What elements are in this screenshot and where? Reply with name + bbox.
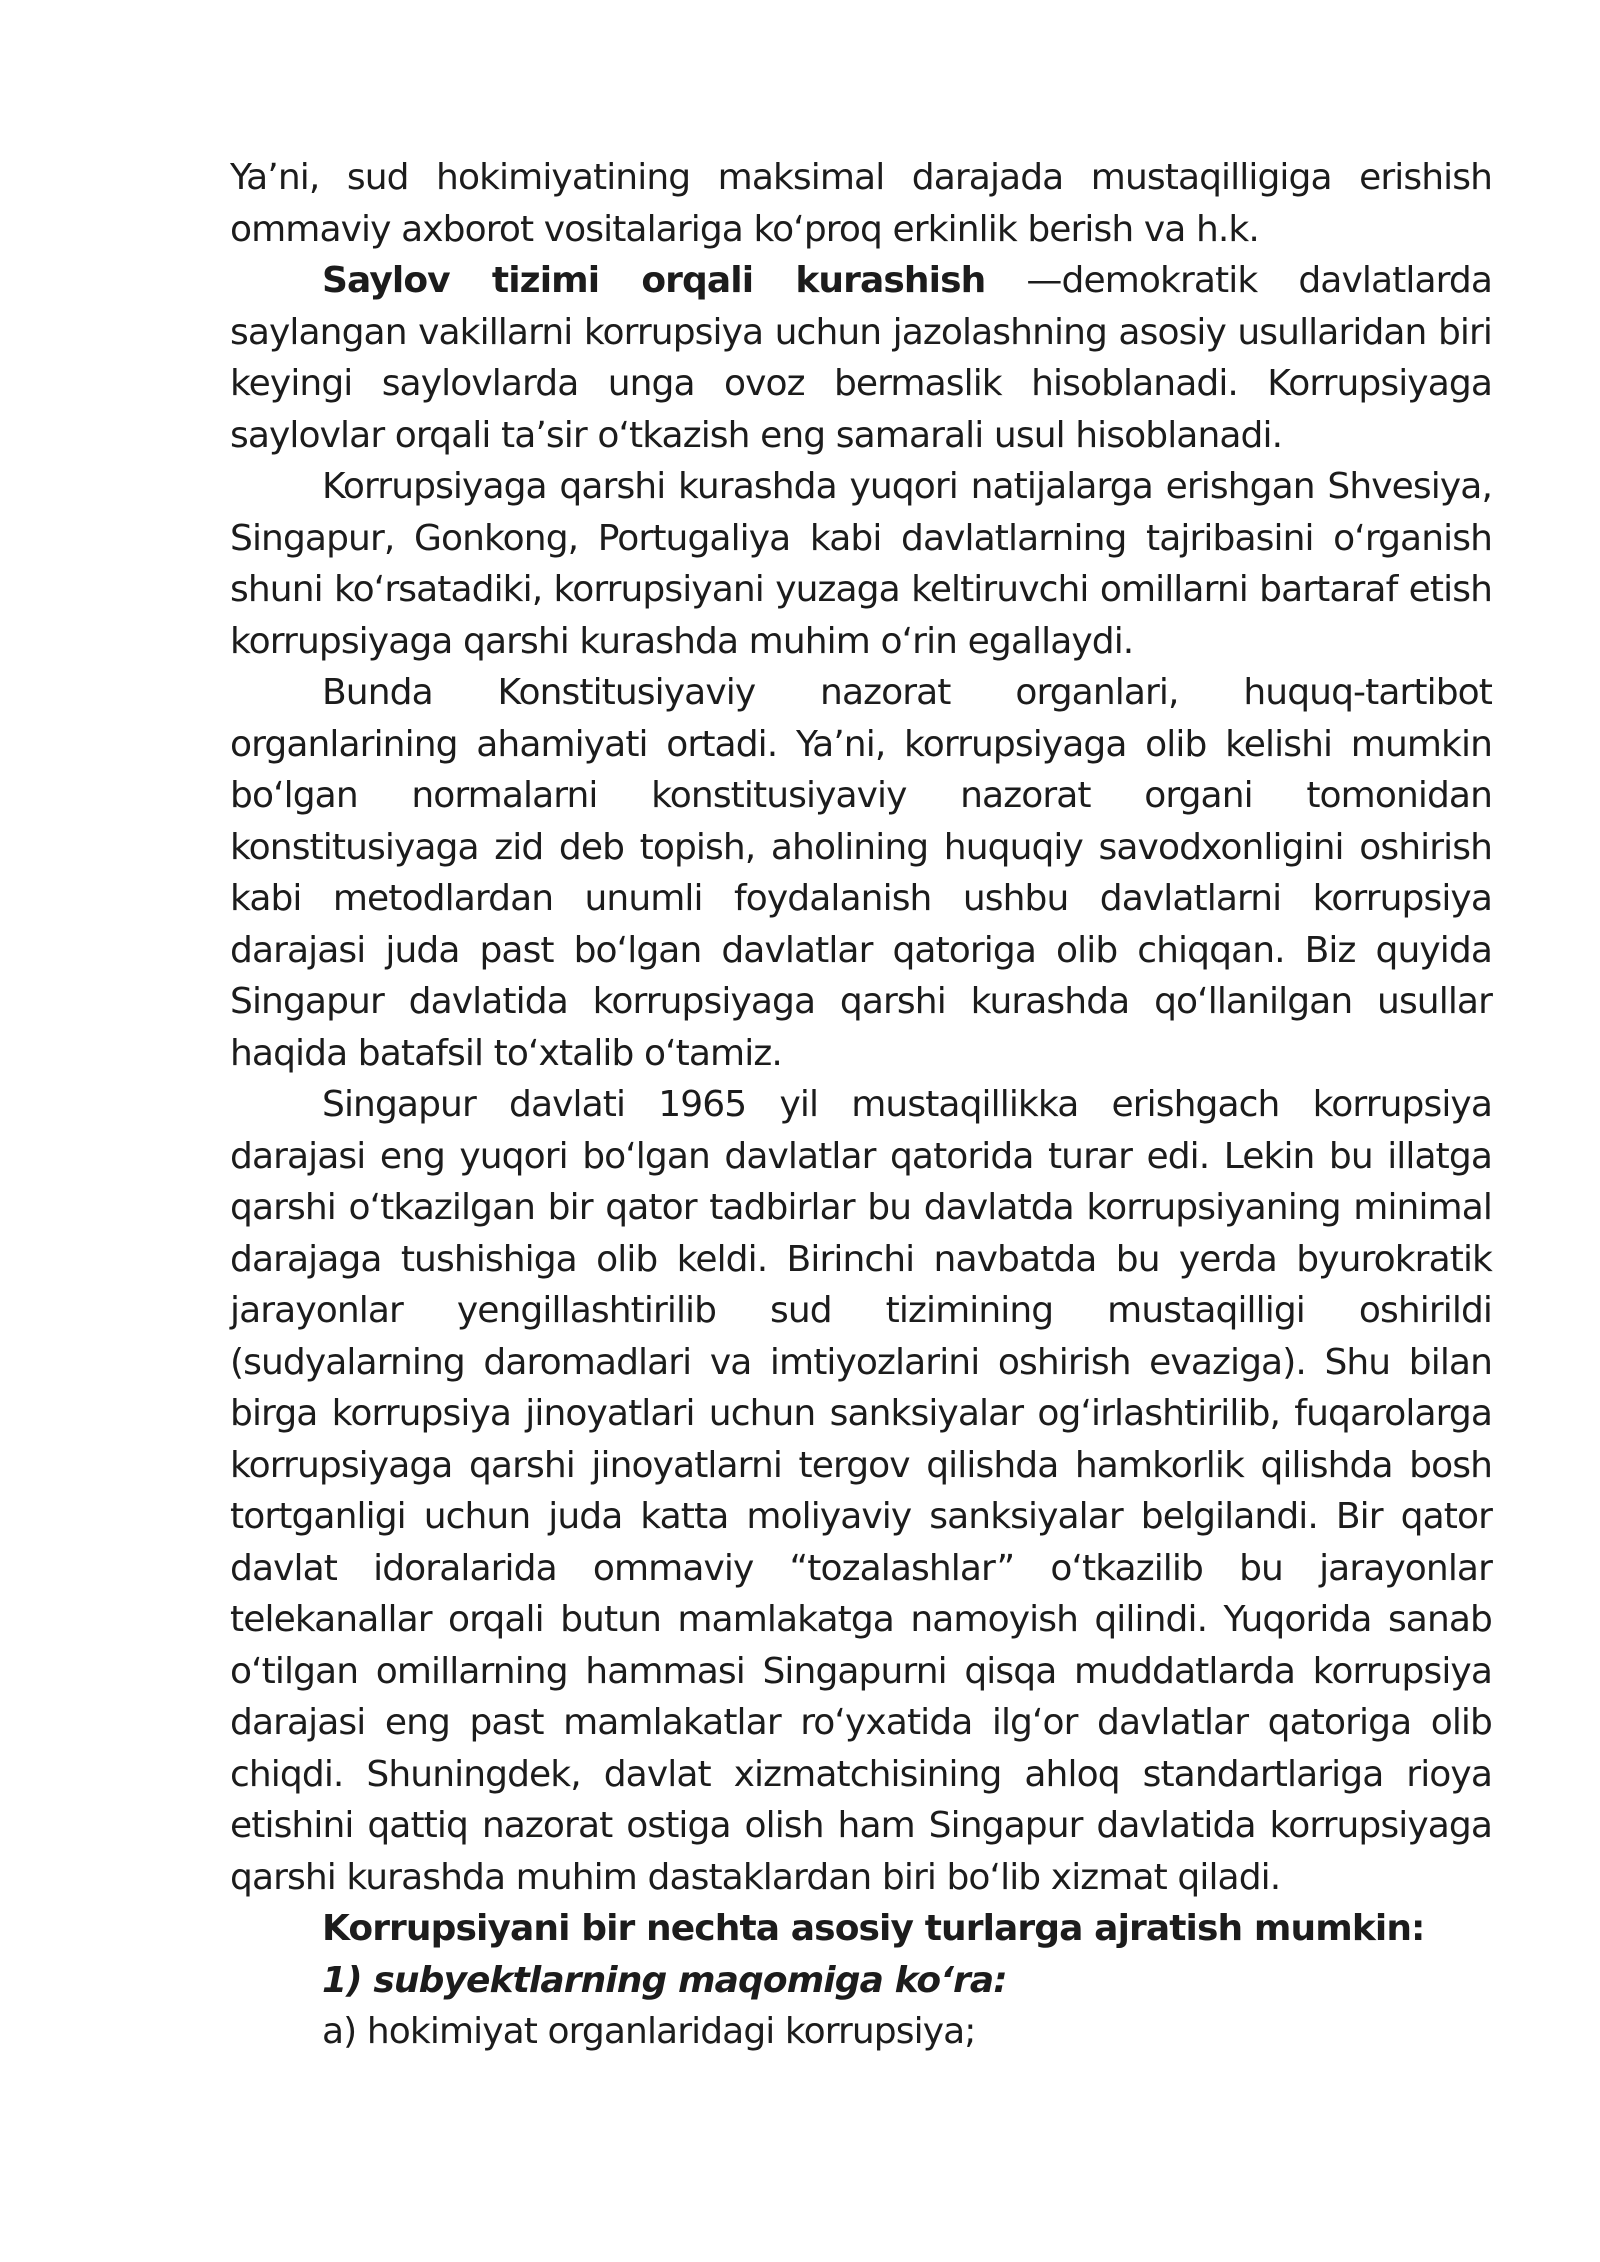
term-election-system: Saylov tizimi orqali kurashish [322, 260, 986, 301]
subheading-by-subject-status: 1) subyektlarning maqomiga ko‘ra: [322, 1959, 1007, 2001]
list-item-government-corruption: a) hokimiyat organlaridagi korrupsiya; [322, 2011, 976, 2052]
paragraph-continuation: Ya’ni, sud hokimiyatining maksimal darajada mustaqilligiga erishish ommaviy axborot vositalariga ko‘proq erkinlik berish va h.k. [230, 157, 1492, 250]
paragraph-election-system-text: —demokratik davlatlarda saylangan vakillarni korrupsiya uchun jazolashning asosiy usullaridan biri keyingi saylovlarda unga ovoz bermaslik hisoblanadi. Korrupsiyaga saylovlar orqali ta’sir o‘tkazish eng samarali usul hisoblanadi. [230, 260, 1492, 456]
paragraph-singapore: Singapur davlati 1965 yil mustaqillikka erishgach korrupsiya darajasi eng yuqori bo‘lgan davlatlar qatorida turar edi. Lekin bu illatga qarshi o‘tkazilgan bir qator tadbirlar bu davlatda korrupsiyaning minimal darajaga tushishiga olib keldi. Birinchi navbatda bu yerda byurokratik jarayonlar yengillashtirilib sud tizimining mustaqilligi oshirildi (sudyalarning daromadlari va imtiyozlarini oshirish evaziga). Shu bilan birga korrupsiya jinoyatlari uchun sanksiyalar og‘irlashtirilib, fuqarolarga korrupsiyaga qarshi jinoyatlarni tergov qilishda hamkorlik qilishda bosh tortganligi uchun juda katta moliyaviy sanksiyalar belgilandi. Bir qator davlat idoralarida ommaviy “tozalashlar” o‘tkazilib bu jarayonlar telekanallar orqali butun mamlakatga namoyish qilindi. Yuqorida sanab o‘tilgan omillarning hammasi Singapurni qisqa muddatlarda korrupsiya darajasi eng past mamlakatlar ro‘yxatida ilg‘or davlatlar qatoriga olib chiqdi. Shuningdek, davlat xizmatchisining ahloq standartlariga rioya etishini qattiq nazorat ostiga olish ham Singapur davlatida korrupsiyaga qarshi kurashda muhim dastaklardan biri bo‘lib xizmat qiladi. [230, 1084, 1492, 1898]
paragraph-country-experience: Korrupsiyaga qarshi kurashda yuqori natijalarga erishgan Shvesiya, Singapur, Gonkong, Portugaliya kabi davlatlarning tajribasini o‘rganish shuni ko‘rsatadiki, korrupsiyani yuzaga keltiruvchi omillarni bartaraf etish korrupsiyaga qarshi kurashda muhim o‘rin egallaydi. [230, 466, 1492, 662]
paragraph-election-system [230, 255, 1492, 461]
paragraph-constitutional-control: Bunda Konstitusiyaviy nazorat organlari, huquq-tartibot organlarining ahamiyati ortadi. Ya’ni, korrupsiyaga olib kelishi mumkin bo‘lgan normalarni konstitusiyaviy nazorat organi tomonidan konstitusiyaga zid deb topish, aholining huquqiy savodxonligini oshirish kabi metodlardan unumli foydalanish ushbu davlatlarni korrupsiya darajasi juda past bo‘lgan davlatlar qatoriga olib chiqqan. Biz quyida Singapur davlatida korrupsiyaga qarshi kurashda qo‘llanilgan usullar haqida batafsil to‘xtalib o‘tamiz. [230, 672, 1492, 1074]
section-heading-types: Korrupsiyani bir nechta asosiy turlarga ajratish mumkin: [322, 1908, 1425, 1949]
document-page [230, 152, 1492, 2058]
